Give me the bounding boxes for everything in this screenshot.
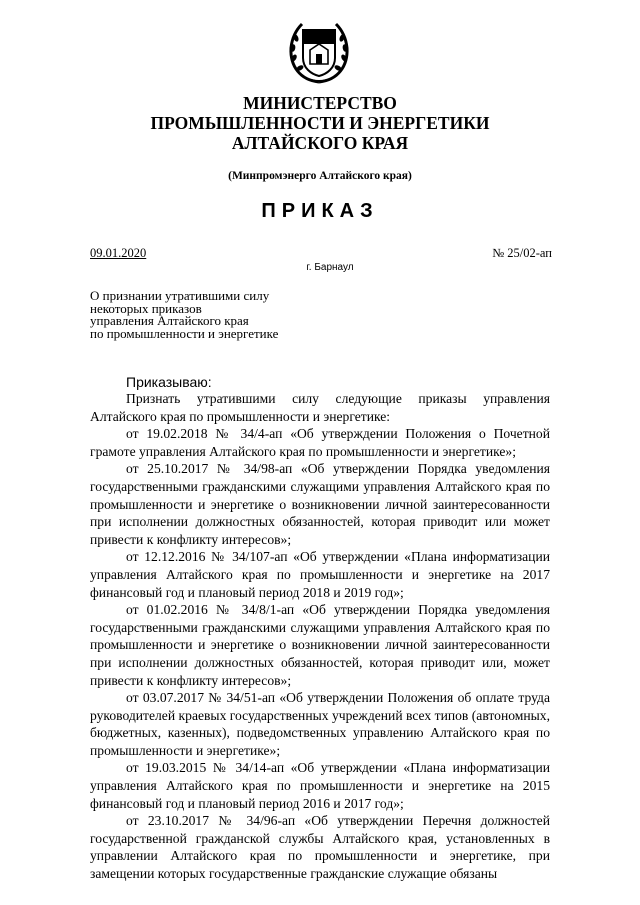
document-date: 09.01.2020 (90, 246, 147, 260)
document-body (90, 390, 550, 883)
body-paragraph: от 03.07.2017 № 34/51-ап «Об утверждении Положения об оплате труда руководителей краевых государственных учреждений всех типов (автономных, бюджетных, казенных), подведомственных управлению Алтайского края по промышленности и энергетике»; (90, 690, 550, 758)
subject-line-4: по промышленности и энергетике (90, 325, 279, 341)
order-word: Приказываю: (126, 374, 212, 390)
document-city: г. Барнаул (306, 262, 354, 273)
document-type-title: ПРИКАЗ (261, 200, 379, 222)
subject-line-1: О признании утратившими силу (90, 288, 270, 303)
ministry-line-2: ПРОМЫШЛЕННОСТИ И ЭНЕРГЕТИКИ (150, 113, 490, 133)
body-paragraph: от 01.02.2016 № 34/8/1-ап «Об утверждении Порядка уведомления государственными гражданскими служащими управления Алтайского края по промышленности и энергетике о возникновении личной заинтересованности при исполнении должностных обязанностей, которая приводит или, может привести к конфликту интересов»; (90, 602, 550, 688)
ministry-line-3: АЛТАЙСКОГО КРАЯ (231, 133, 409, 153)
document-number: № 25/02-ап (492, 246, 552, 260)
body-paragraph: от 19.03.2015 № 34/14-ап «Об утверждении «Плана информатизации управления Алтайского края по промышленности и энергетике на 2015 финансовый год и плановый период 2016 и 2017 год»; (90, 760, 550, 811)
body-paragraph: от 19.02.2018 № 34/4-ап «Об утверждении Положения о Почетной грамоте управления Алтайского края по промышленности и энергетике»; (90, 426, 550, 459)
ministry-short-name: (Минпромэнерго Алтайского края) (228, 170, 412, 182)
coat-of-arms-emblem (286, 18, 352, 86)
ministry-line-1: МИНИСТЕРСТВО (243, 93, 397, 113)
body-paragraph: от 12.12.2016 № 34/107-ап «Об утверждении «Плана информатизации управления Алтайского края по промышленности и энергетике на 2017 финансовый год и плановый период 2018 и 2019 год»; (90, 549, 550, 600)
document-subject (90, 290, 278, 340)
subject-line-2: некоторых приказов (90, 300, 202, 316)
body-paragraph: Признать утратившими силу следующие приказы управления Алтайского края по промышленности и энергетике: (90, 391, 550, 424)
ministry-name (0, 93, 640, 153)
subject-line-3: управления Алтайского края (90, 313, 249, 328)
body-paragraph: от 25.10.2017 № 34/98-ап «Об утверждении Порядка уведомления государственными гражданскими служащими управления Алтайского края по промышленности и энергетике о возникновении личной заинтересованности при исполнении должностных обязанностей, которая приводит или может привести к конфликту интересов»; (90, 461, 550, 547)
body-paragraph: от 23.10.2017 № 34/96-ап «Об утверждении Перечня должностей государственной гражданской службы Алтайского края, установленных в управлении Алтайского края по промышленности и энергетике, при замещении которых государственные гражданские служащие обязаны (90, 813, 550, 882)
